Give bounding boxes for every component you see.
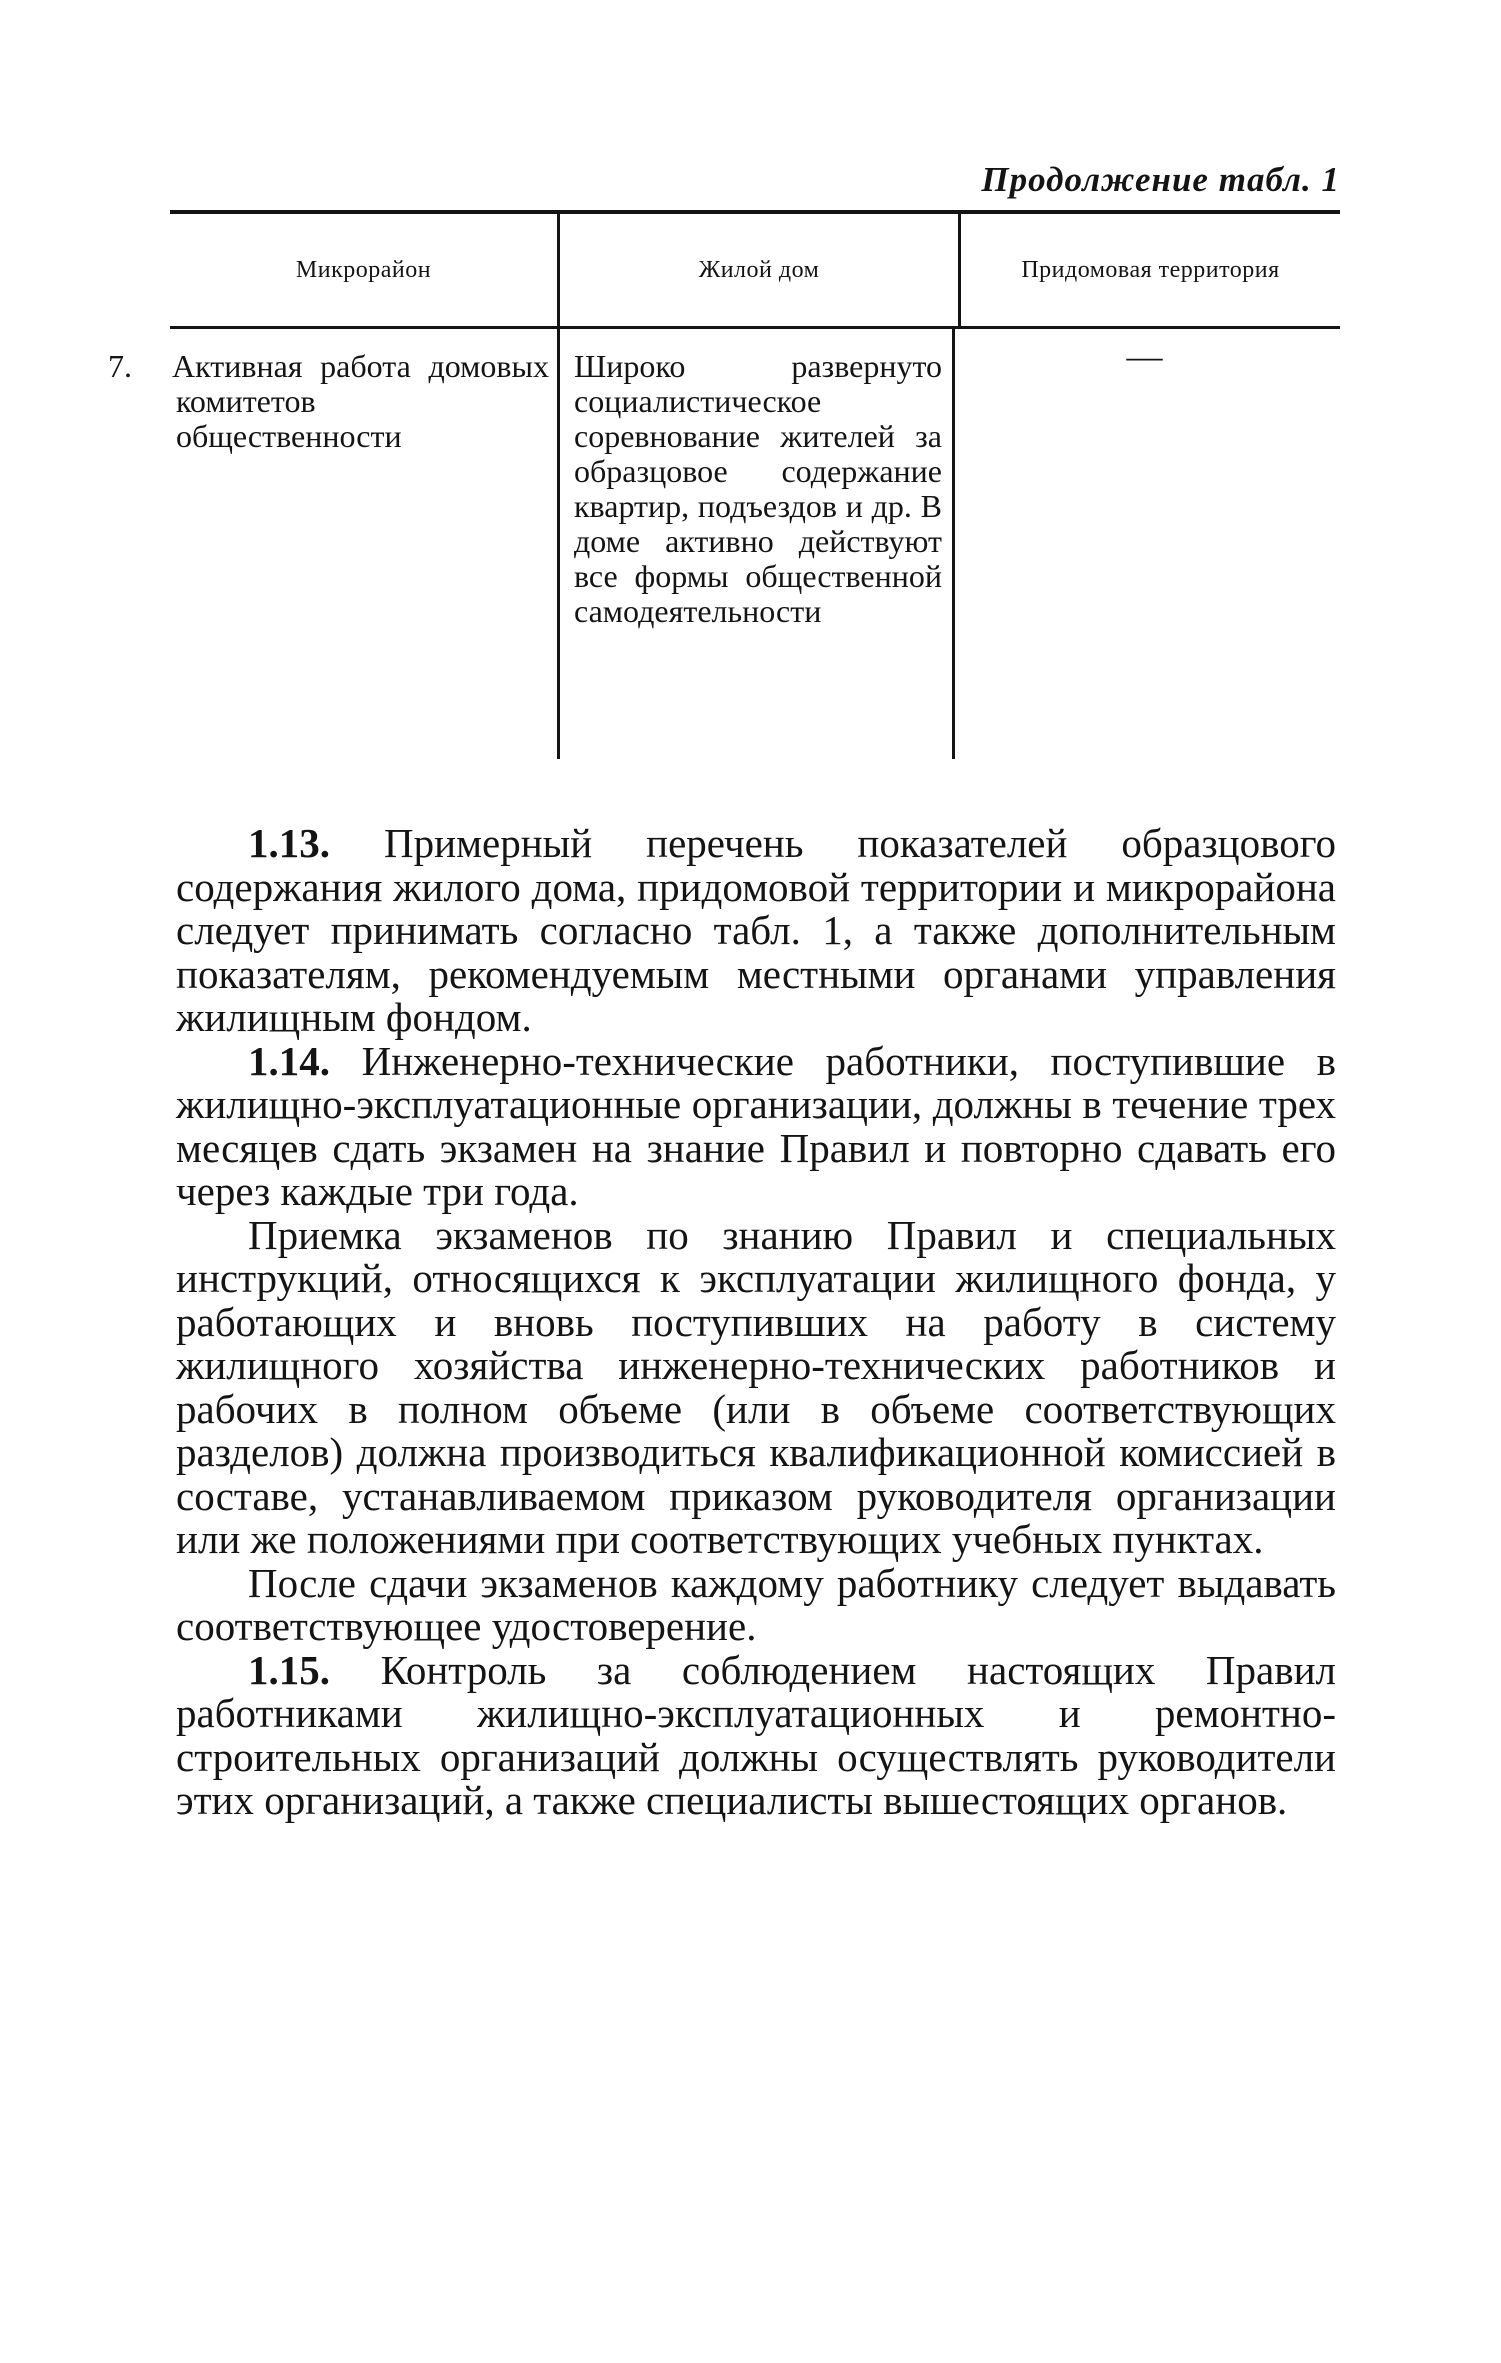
paragraph-text: Примерный перечень показателей образцового содержания жилого дома, придомовой территории и микрорайона следует принимать согласно табл. 1, а также дополнительным показателям, рекомендуемым местными органами управления жилищным фондом.: [176, 820, 1337, 1040]
row-number: 7.: [108, 348, 132, 384]
paragraph-number: 1.13.: [248, 820, 330, 866]
paragraph-1-14: [176, 1037, 1337, 1214]
table-continuation-label: Продолжение табл. 1: [981, 160, 1340, 199]
paragraph-text: Инженерно-технические работники, поступившие в жилищно-эксплуатационные организации, должны в течение трех месяцев сдать экзамен на знание Правил и повторно сдавать его через каждые три года.: [176, 1037, 1337, 1214]
body-text: [176, 822, 1336, 1823]
header-microdistrict: Микрорайон: [295, 256, 432, 283]
paragraph-1-15: [176, 1646, 1336, 1823]
cell-microdistrict-text: Активная работа домовых комитетов общественности: [172, 348, 549, 454]
paragraph-exam-acceptance: Приемка экзаменов по знанию Правил и специальных инструкций, относящихся к эксплуатации жилищного фонда, у работающих и вновь поступивших на работу в систему жилищного хозяйства инженерно-технических работников и рабочих в полном объеме (или в объеме соответствующих разделов) должна производиться квалификационной комиссией в составе, устанавливаемом приказом руководителя организации или же положениями при соответствующих учебных пунктах.: [176, 1211, 1336, 1562]
header-residential-building: Жилой дом: [557, 214, 961, 326]
cell-adjacent-territory: —: [1126, 336, 1163, 376]
table-row: [108, 329, 1340, 759]
indicators-table: [108, 210, 1340, 759]
paragraph-text: Контроль за соблюдением настоящих Правил работниками жилищно-эксплуатационных и ремонтно-строительных организаций должны осуществлять руководители этих организаций, а также специалисты вышестоящих органов.: [176, 1646, 1336, 1823]
paragraph-number: 1.15.: [248, 1646, 330, 1693]
table-header-row: [170, 214, 1340, 326]
paragraph-1-13: [176, 822, 1336, 1040]
cell-microdistrict: [108, 329, 557, 759]
header-adjacent-territory: Придомовая территория: [1021, 256, 1280, 283]
paragraph-certificate: После сдачи экзаменов каждому работнику следует выдавать соответствующее удостоверение.: [176, 1559, 1336, 1649]
cell-residential-building: Широко развернуто социалистическое соревнование жителей за образцовое содержание квартир, подъездов и др. В доме активно действуют все формы общественной самодеятельности: [557, 329, 955, 759]
paragraph-number: 1.14.: [248, 1037, 330, 1084]
